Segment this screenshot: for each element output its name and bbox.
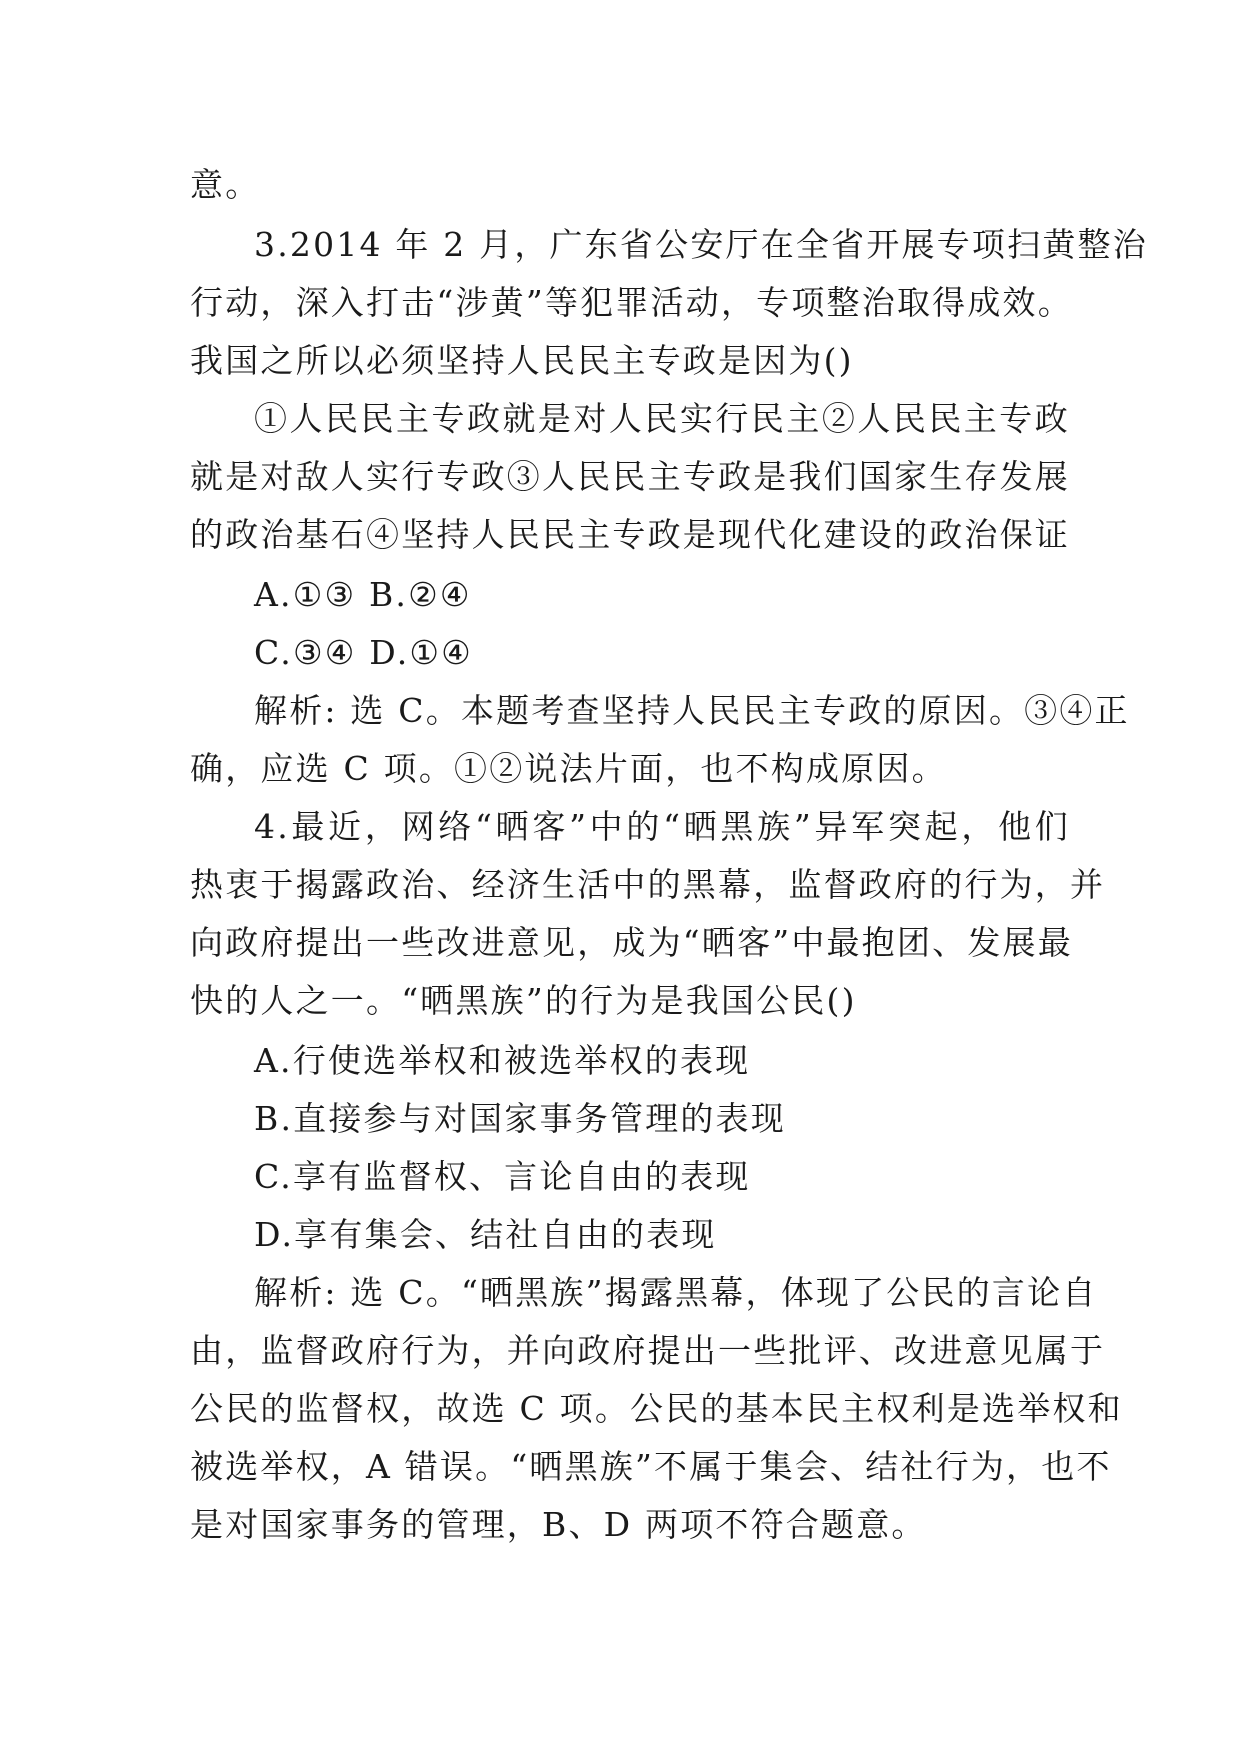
analysis-3: 解析: 选 C。本题考查坚持人民民主专政的原因。③④正 bbox=[254, 691, 1130, 730]
text-line: 的政治基石④坚持人民民主专政是现代化建设的政治保证 bbox=[190, 515, 1070, 554]
text-line: 快的人之一。“晒黑族”的行为是我国公民() bbox=[190, 981, 857, 1020]
text-line: 向政府提出一些改进意见，成为“晒客”中最抱团、发展最 bbox=[190, 923, 1073, 962]
option-a: A.行使选举权和被选举权的表现 bbox=[254, 1041, 751, 1080]
question-4-stem: 4.最近，网络“晒客”中的“晒黑族”异军突起，他们 bbox=[254, 807, 1070, 846]
option-d: D.享有集会、结社自由的表现 bbox=[254, 1215, 717, 1254]
text-line: 是对国家事务的管理，B、D 两项不符合题意。 bbox=[190, 1505, 927, 1544]
analysis-4: 解析: 选 C。“晒黑族”揭露黑幕，体现了公民的言论自 bbox=[254, 1273, 1098, 1312]
option-c: C.享有监督权、言论自由的表现 bbox=[254, 1157, 751, 1196]
text-line: 公民的监督权，故选 C 项。公民的基本民主权利是选举权和 bbox=[190, 1389, 1123, 1428]
text-line: 被选举权，A 错误。“晒黑族”不属于集会、结社行为，也不 bbox=[190, 1447, 1112, 1486]
statement-options: ①人民民主专政就是对人民实行民主②人民民主专政 bbox=[254, 399, 1070, 438]
text-line: 由，监督政府行为，并向政府提出一些批评、改进意见属于 bbox=[190, 1331, 1106, 1370]
text-line: 确，应选 C 项。①②说法片面，也不构成原因。 bbox=[190, 749, 947, 788]
text-line: 我国之所以必须坚持人民民主专政是因为() bbox=[190, 341, 854, 380]
text-line: 行动，深入打击“涉黄”等犯罪活动，专项整治取得成效。 bbox=[190, 283, 1073, 322]
question-3-stem: 3.2014 年 2 月，广东省公安厅在全省开展专项扫黄整治 bbox=[254, 225, 1148, 264]
option-b: B.直接参与对国家事务管理的表现 bbox=[254, 1099, 786, 1138]
text-line: 热衷于揭露政治、经济生活中的黑幕，监督政府的行为，并 bbox=[190, 865, 1106, 904]
answer-options: A.①③ B.②④ bbox=[254, 575, 472, 614]
text-line: 意。 bbox=[190, 165, 261, 204]
text-line: 就是对敌人实行专政③人民民主专政是我们国家生存发展 bbox=[190, 457, 1070, 496]
answer-options: C.③④ D.①④ bbox=[254, 633, 473, 672]
